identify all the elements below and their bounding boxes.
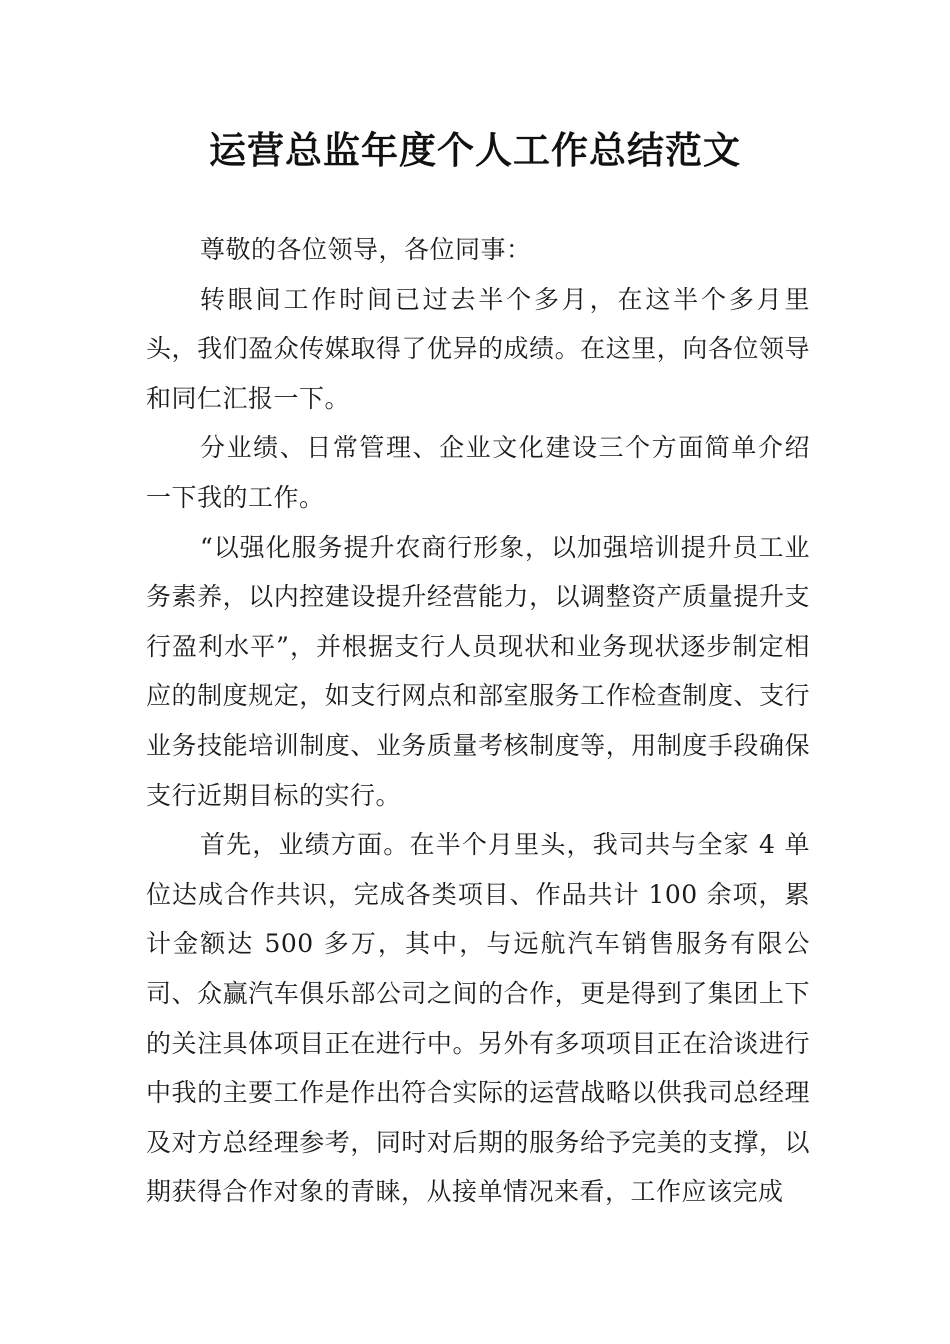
body-paragraph: 转眼间工作时间已过去半个多月，在这半个多月里头，我们盈众传媒取得了优异的成绩。在这里，向各位领导和同仁汇报一下。 bbox=[146, 284, 810, 413]
document-body bbox=[146, 225, 810, 1217]
document-title: 运营总监年度个人工作总结范文 bbox=[209, 129, 741, 172]
body-paragraph: 分业绩、日常管理、企业文化建设三个方面简单介绍一下我的工作。 bbox=[146, 433, 810, 512]
body-paragraph: “以强化服务提升农商行形象，以加强培训提升员工业务素养，以内控建设提升经营能力，以调整资产质量提升支行盈利水平”，并根据支行人员现状和业务现状逐步制定相应的制度规定，如支行网点和部室服务工作检查制度、支行业务技能培训制度、业务质量考核制度等，用制度手段确保支行近期目标的实行。 bbox=[146, 532, 810, 810]
body-paragraph: 首先，业绩方面。在半个月里头，我司共与全家 4 单位达成合作共识，完成各类项目、作品共计 100 余项，累计金额达 500 多万，其中，与远航汽车销售服务有限公司、众赢汽车俱乐部公司之间的合作，更是得到了集团上下的关注具体项目正在进行中。另外有多项项目正在洽谈进行中我的主要工作是作出符合实际的运营战略以供我司总经理及对方总经理参考，同时对后期的服务给予完美的支撑，以期获得合作对象的青睐，从接单情况来看，工作应该完成 bbox=[146, 830, 810, 1207]
greeting-paragraph: 尊敬的各位领导，各位同事： bbox=[200, 235, 532, 264]
